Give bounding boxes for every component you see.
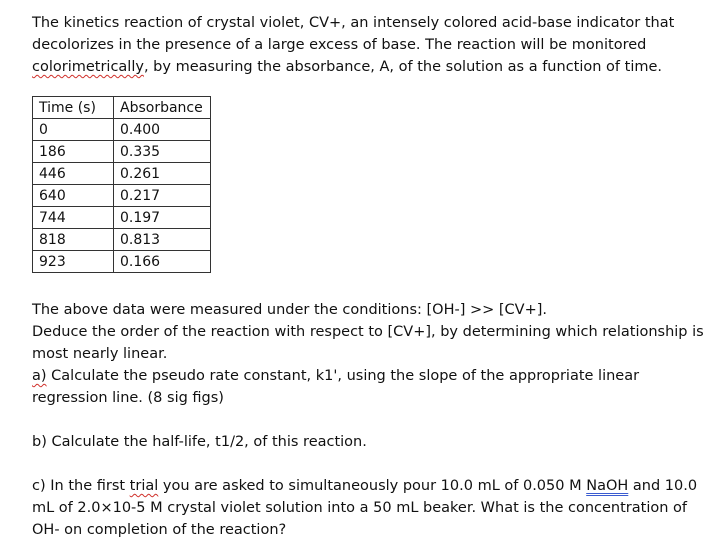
cell-time: 640 [33,185,114,207]
part-c-text-1: c) In the first [32,478,130,494]
spacer [32,453,708,475]
intro-text-2: , by measuring the absorbance, A, of the solution as a function of time. [143,59,663,75]
cell-time: 0 [33,119,114,141]
cell-time: 446 [33,163,114,185]
deduce-text: Deduce the order of the reaction with respect to [CV+], by determining which relationship is most nearly linear. [32,324,709,362]
spellcheck-word-naoh: NaOH [586,478,629,494]
table-row [33,207,211,229]
table-row [33,141,211,163]
spacer [32,409,708,431]
cell-absorbance: 0.166 [114,251,211,273]
cell-time: 923 [33,251,114,273]
table-row [33,163,211,185]
cell-absorbance: 0.335 [114,141,211,163]
part-c-text-3: and 10.0 mL of 2.0×10-5 M crystal violet solution into a 50 mL beaker. What is the concentration of OH- on completion of the reaction? [32,478,702,538]
absorbance-table [32,96,211,273]
spellcheck-word-trial: trial [129,478,159,494]
header-time: Time (s) [33,97,114,119]
part-a-label: a) [32,368,47,384]
cell-absorbance: 0.197 [114,207,211,229]
conditions-text: The above data were measured under the conditions: [OH-] >> [CV+]. [32,302,547,318]
part-a-text: Calculate the pseudo rate constant, k1', using the slope of the appropriate linear regression line. (8 sig figs) [32,368,644,406]
cell-time: 818 [33,229,114,251]
cell-absorbance: 0.400 [114,119,211,141]
part-b-question: b) Calculate the half-life, t1/2, of this reaction. [32,434,367,450]
cell-time: 186 [33,141,114,163]
cell-absorbance: 0.813 [114,229,211,251]
cell-absorbance: 0.217 [114,185,211,207]
table-row [33,229,211,251]
table-header-row [33,97,211,119]
part-c-question [32,475,708,541]
spacer [32,273,708,299]
table-row [33,251,211,273]
intro-paragraph [32,12,708,78]
part-a-question [32,365,708,409]
header-absorbance: Absorbance [114,97,211,119]
intro-text-1: The kinetics reaction of crystal violet, CV+, an intensely colored acid-base indicator that decolorizes in the presence of a large excess of base. The reaction will be monitored [32,15,679,53]
part-c-text-2: you are asked to simultaneously pour 10.0 mL of 0.050 M [158,478,587,494]
spellcheck-word-colorimetrically: colorimetrically [32,59,144,75]
cell-absorbance: 0.261 [114,163,211,185]
table-row [33,119,211,141]
table-row [33,185,211,207]
document-page [32,12,708,541]
cell-time: 744 [33,207,114,229]
